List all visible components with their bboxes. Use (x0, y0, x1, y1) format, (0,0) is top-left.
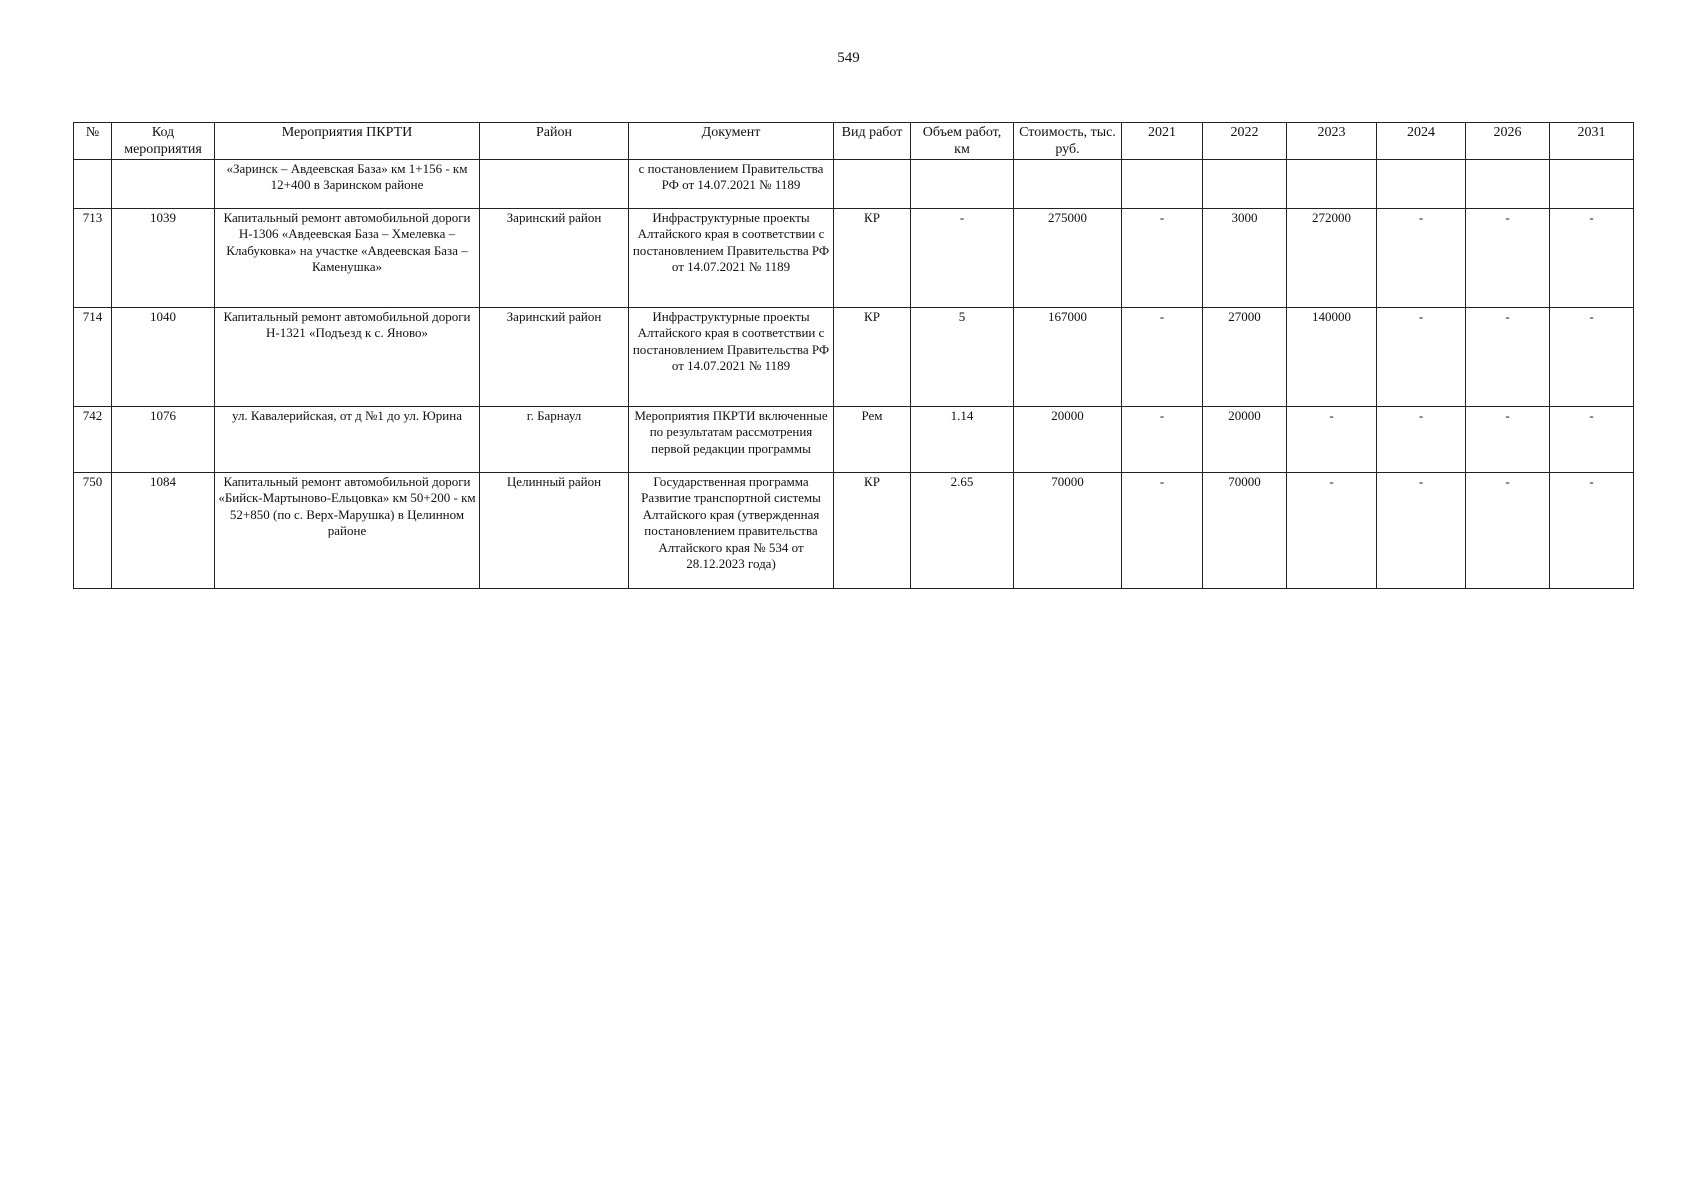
cell-volume: 2.65 (911, 473, 1014, 589)
cell-code: 1040 (112, 308, 215, 407)
cell-measure: ул. Кавалерийская, от д №1 до ул. Юрина (215, 407, 480, 473)
header-cell-2024: 2024 (1377, 123, 1466, 160)
cell-2024: - (1377, 407, 1466, 473)
cell-work-type (834, 160, 911, 209)
cell-2022: 3000 (1203, 209, 1287, 308)
cell-2023: 272000 (1287, 209, 1377, 308)
cell-volume: 1.14 (911, 407, 1014, 473)
cell-work-type: Рем (834, 407, 911, 473)
cell-code: 1076 (112, 407, 215, 473)
cell-2024: - (1377, 473, 1466, 589)
cell-2021: - (1122, 209, 1203, 308)
table-row (74, 160, 1634, 209)
cell-measure: Капитальный ремонт автомобильной дороги «Бийск-Мартыново-Ельцовка» км 50+200 - км 52+850 (по с. Верх-Марушка) в Целинном районе (215, 473, 480, 589)
cell-2022: 20000 (1203, 407, 1287, 473)
cell-document: Государственная программа Развитие транспортной системы Алтайского края (утвержденная постановлением правительства Алтайского края № 534 от 28.12.2023 года) (629, 473, 834, 589)
cell-2022: 70000 (1203, 473, 1287, 589)
cell-2026: - (1466, 209, 1550, 308)
cell-2021 (1122, 160, 1203, 209)
cell-2031: - (1550, 473, 1634, 589)
header-cell-document: Документ (629, 123, 834, 160)
table-row (74, 209, 1634, 308)
cell-2022: 27000 (1203, 308, 1287, 407)
cell-2021: - (1122, 308, 1203, 407)
cell-measure: «Заринск – Авдеевская База» км 1+156 - км 12+400 в Заринском районе (215, 160, 480, 209)
cell-cost: 167000 (1014, 308, 1122, 407)
cell-number: 750 (74, 473, 112, 589)
header-cell-2031: 2031 (1550, 123, 1634, 160)
cell-2024: - (1377, 209, 1466, 308)
header-cell-district: Район (480, 123, 629, 160)
cell-number (74, 160, 112, 209)
cell-2021: - (1122, 473, 1203, 589)
cell-number: 742 (74, 407, 112, 473)
cell-district: Заринский район (480, 308, 629, 407)
cell-document: Инфраструктурные проекты Алтайского края в соответствии с постановлением Правительства РФ от 14.07.2021 № 1189 (629, 209, 834, 308)
cell-2024 (1377, 160, 1466, 209)
page-number: 549 (837, 50, 860, 66)
header-cell-2022: 2022 (1203, 123, 1287, 160)
cell-number: 714 (74, 308, 112, 407)
cell-district: Заринский район (480, 209, 629, 308)
cell-volume: - (911, 209, 1014, 308)
cell-code: 1084 (112, 473, 215, 589)
cell-2026: - (1466, 308, 1550, 407)
cell-2023: 140000 (1287, 308, 1377, 407)
cell-2031 (1550, 160, 1634, 209)
cell-document: с постановлением Правительства РФ от 14.07.2021 № 1189 (629, 160, 834, 209)
header-cell-volume: Объем работ, км (911, 123, 1014, 160)
header-cell-number: № (74, 123, 112, 160)
cell-cost: 70000 (1014, 473, 1122, 589)
header-cell-cost: Стоимость, тыс. руб. (1014, 123, 1122, 160)
header-cell-2023: 2023 (1287, 123, 1377, 160)
table-header-row (74, 123, 1634, 160)
cell-2023 (1287, 160, 1377, 209)
cell-cost: 20000 (1014, 407, 1122, 473)
cell-measure: Капитальный ремонт автомобильной дороги Н-1306 «Авдеевская База – Хмелевка – Клабуковка» на участке «Авдеевская База – Каменушка» (215, 209, 480, 308)
cell-2022 (1203, 160, 1287, 209)
cell-cost (1014, 160, 1122, 209)
table-row (74, 407, 1634, 473)
header-cell-measures: Мероприятия ПКРТИ (215, 123, 480, 160)
cell-volume: 5 (911, 308, 1014, 407)
cell-measure: Капитальный ремонт автомобильной дороги Н-1321 «Подъезд к с. Яново» (215, 308, 480, 407)
cell-2031: - (1550, 308, 1634, 407)
cell-2026 (1466, 160, 1550, 209)
cell-document: Инфраструктурные проекты Алтайского края в соответствии с постановлением Правительства РФ от 14.07.2021 № 1189 (629, 308, 834, 407)
header-cell-2021: 2021 (1122, 123, 1203, 160)
cell-work-type: КР (834, 308, 911, 407)
cell-document: Мероприятия ПКРТИ включенные по результатам рассмотрения первой редакции программы (629, 407, 834, 473)
measures-table (73, 122, 1634, 589)
cell-district: Целинный район (480, 473, 629, 589)
header-cell-code: Код мероприятия (112, 123, 215, 160)
cell-district: г. Барнаул (480, 407, 629, 473)
cell-work-type: КР (834, 209, 911, 308)
cell-volume (911, 160, 1014, 209)
cell-2031: - (1550, 209, 1634, 308)
cell-2021: - (1122, 407, 1203, 473)
cell-2026: - (1466, 407, 1550, 473)
cell-2023: - (1287, 473, 1377, 589)
cell-2023: - (1287, 407, 1377, 473)
cell-2031: - (1550, 407, 1634, 473)
cell-2026: - (1466, 473, 1550, 589)
cell-2024: - (1377, 308, 1466, 407)
cell-code: 1039 (112, 209, 215, 308)
header-cell-work-type: Вид работ (834, 123, 911, 160)
cell-number: 713 (74, 209, 112, 308)
cell-work-type: КР (834, 473, 911, 589)
table-row (74, 308, 1634, 407)
header-cell-2026: 2026 (1466, 123, 1550, 160)
cell-district (480, 160, 629, 209)
cell-cost: 275000 (1014, 209, 1122, 308)
table-row (74, 473, 1634, 589)
cell-code (112, 160, 215, 209)
